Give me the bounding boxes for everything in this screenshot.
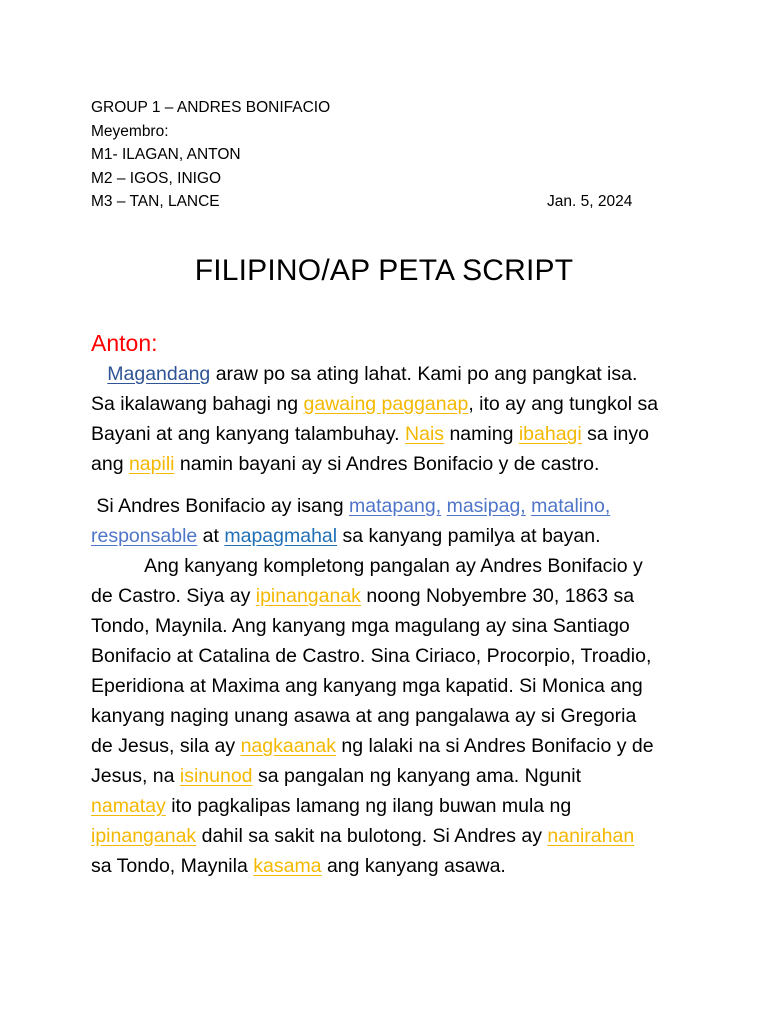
- text-run: sa inyo: [581, 423, 649, 445]
- members-label: Meyembro:: [91, 122, 169, 140]
- document-date: Jan. 5, 2024: [547, 193, 633, 210]
- p2-line-6: Bonifacio at Catalina de Castro. Sina Ciriaco, Procorpio, Troadio,: [91, 645, 652, 667]
- text-run: ang kanyang asawa.: [321, 855, 506, 877]
- text-run: ang: [91, 453, 129, 475]
- highlight-word: mapagmahal: [224, 525, 338, 547]
- p2-line-8: kanyang naging unang asawa at ang pangalawa ay si Gregoria: [91, 705, 637, 727]
- text-run: Si Andres Bonifacio ay isang: [91, 495, 349, 517]
- highlight-word: matapang,: [349, 495, 442, 517]
- p2-line-12: [91, 821, 691, 851]
- highlight-word: matalino,: [531, 495, 611, 517]
- text-run: sa Tondo, Maynila: [91, 855, 254, 877]
- text-run: naming: [444, 423, 519, 445]
- group-name: GROUP 1 – ANDRES BONIFACIO: [91, 99, 331, 116]
- p2-line-7: Eperidiona at Maxima ang kanyang mga kapatid. Si Monica ang: [91, 675, 643, 697]
- member-2: M2 – IGOS, INIGO: [91, 169, 222, 187]
- text-run: at: [197, 525, 225, 547]
- text-run: ito pagkalipas lamang ng ilang buwan mula ng: [165, 795, 572, 817]
- p2-line-2: [91, 521, 691, 551]
- p2-line-10: [91, 761, 691, 791]
- text-run: de Castro. Siya ay: [91, 585, 256, 607]
- p2-line-11: [91, 791, 691, 821]
- p1-line-4: [91, 449, 691, 479]
- text-run: , ito ay ang tungkol sa: [468, 393, 659, 415]
- highlight-word: responsable: [91, 525, 198, 547]
- p2-line-1: [91, 491, 691, 521]
- text-run: sa kanyang pamilya at bayan.: [337, 525, 601, 547]
- highlight-word: ipinanganak: [91, 825, 197, 847]
- p2-line-13: [91, 851, 691, 881]
- highlight-word: nanirahan: [547, 825, 635, 847]
- p2-line-3: Ang kanyang kompletong pangalan ay Andres Bonifacio y: [91, 555, 643, 577]
- highlight-word: isinunod: [179, 765, 253, 787]
- indent: [91, 363, 107, 385]
- member-1: M1- ILAGAN, ANTON: [91, 146, 241, 163]
- text-run: araw po sa ating lahat. Kami po ang pangkat isa.: [210, 363, 638, 385]
- page-title: FILIPINO/AP PETA SCRIPT: [194, 254, 574, 287]
- highlight-word: gawaing pagganap: [303, 393, 469, 415]
- highlight-word: nagkaanak: [240, 735, 336, 757]
- highlight-word: ibahagi: [518, 423, 582, 445]
- p1-line-2: [91, 389, 691, 419]
- paragraph-2: [91, 491, 691, 881]
- text-run: noong Nobyembre 30, 1863 sa: [360, 585, 635, 607]
- text-run: Bayani at ang kanyang talambuhay.: [91, 423, 406, 445]
- highlight-word: Magandang: [107, 363, 211, 385]
- group-header: [91, 96, 651, 214]
- highlight-word: Nais: [405, 423, 445, 445]
- p2-line-4: [91, 581, 691, 611]
- text-run: dahil sa sakit na bulotong. Si Andres ay: [196, 825, 548, 847]
- highlight-word: masipag,: [446, 495, 526, 517]
- text-run: ng lalaki na si Andres Bonifacio y de: [336, 735, 654, 757]
- speaker-label: Anton:: [91, 330, 158, 356]
- member-3: M3 – TAN, LANCE: [91, 193, 220, 210]
- p1-line-3: [91, 419, 691, 449]
- highlight-word: napili: [128, 453, 175, 475]
- paragraph-1: [91, 359, 691, 479]
- p2-line-5: Tondo, Maynila. Ang kanyang mga magulang ay sina Santiago: [91, 615, 630, 637]
- p1-line-1: [91, 359, 691, 389]
- text-run: Jesus, na: [91, 765, 180, 787]
- text-run: sa pangalan ng kanyang ama. Ngunit: [252, 765, 582, 787]
- member-3-row: [91, 190, 651, 214]
- p2-line-9: [91, 731, 691, 761]
- highlight-word: namatay: [91, 795, 166, 817]
- highlight-word: kasama: [253, 855, 322, 877]
- highlight-word: ipinanganak: [255, 585, 361, 607]
- text-run: namin bayani ay si Andres Bonifacio y de castro.: [174, 453, 600, 475]
- text-run: Sa ikalawang bahagi ng: [91, 393, 304, 415]
- text-run: de Jesus, sila ay: [91, 735, 241, 757]
